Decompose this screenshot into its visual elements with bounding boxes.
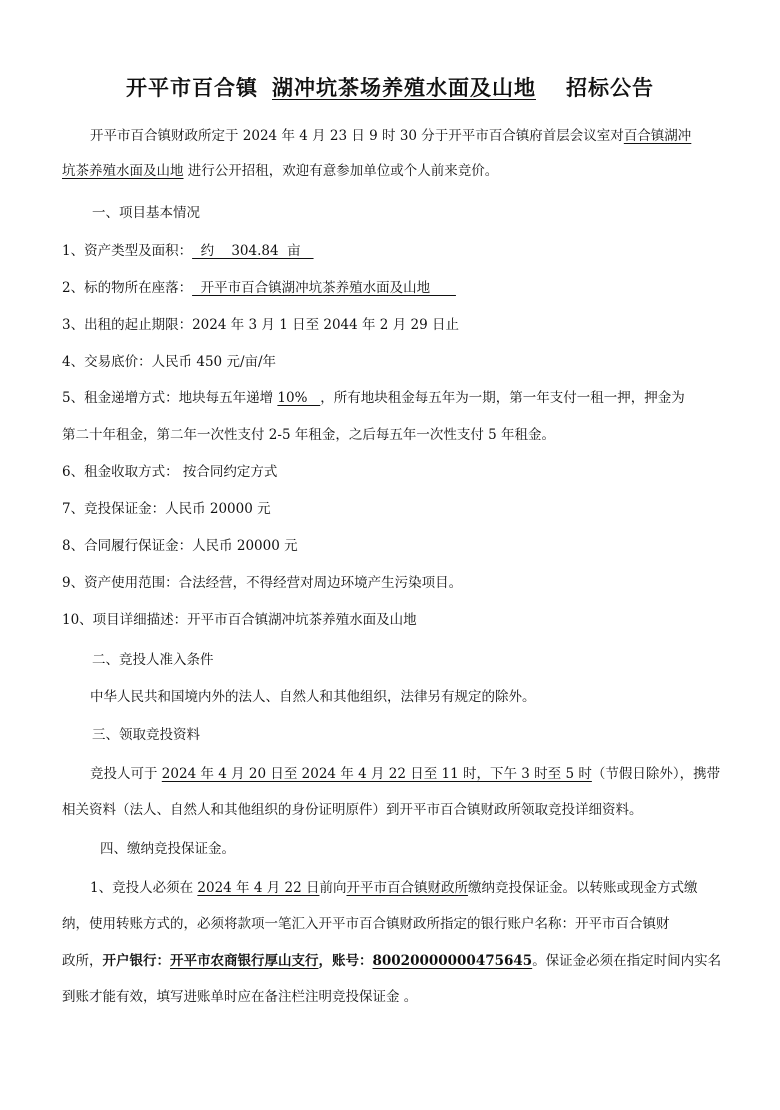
item-2: 2、标的物所在座落： 开平市百合镇湖冲坑茶养殖水面及山地 [62, 280, 456, 296]
section-2-text: 中华人民共和国境内外的法人、自然人和其他组织，法律另有规定的除外。 [90, 689, 536, 705]
item-5-continued: 第二十年租金，第二年一次性支付 2-5 年租金，之后每五年一次性支付 5 年租金。 [62, 427, 555, 443]
title-project-name: 湖冲坑茶场养殖水面及山地 [272, 76, 536, 100]
item-9: 9、资产使用范围：合法经营，不得经营对周边环境产生污染项目。 [62, 575, 463, 591]
section-heading-1: 一、项目基本情况 [92, 205, 200, 221]
item-4: 4、交易底价：人民币 450 元/亩/年 [62, 354, 277, 370]
item-1: 1、资产类型及面积： 约 304.84 亩 [62, 243, 314, 259]
section-3-line-2: 相关资料（法人、自然人和其他组织的身份证明原件）到开平市百合镇财政所领取竞投详细资料。 [62, 802, 643, 818]
item-7: 7、竞投保证金：人民币 20000 元 [62, 501, 271, 517]
intro-line-2: 坑茶养殖水面及山地 进行公开招租，欢迎有意参加单位或个人前来竞价。 [62, 163, 499, 179]
section-3-line-1: 竞投人可于 2024 年 4 月 20 日至 2024 年 4 月 22 日至 11 时，下午 3 时至 5 时（节假日除外），携带 [90, 766, 721, 782]
item-8: 8、合同履行保证金：人民币 20000 元 [62, 538, 298, 554]
item-6: 6、租金收取方式： 按合同约定方式 [62, 464, 278, 480]
title-prefix: 开平市百合镇 [126, 76, 258, 100]
intro-line-1: 开平市百合镇财政所定于 2024 年 4 月 23 日 9 时 30 分于开平市百合镇府首层会议室对百合镇湖冲 [90, 128, 692, 144]
section-heading-4: 四、缴纳竞投保证金。 [100, 841, 235, 857]
item-3: 3、出租的起止期限：2024 年 3 月 1 日至 2044 年 2 月 29 日止 [62, 317, 459, 333]
page-title [0, 72, 780, 102]
section-4-line-2: 纳，使用转账方式的，必须将款项一笔汇入开平市百合镇财政所指定的银行账户名称：开平市百合镇财 [62, 916, 670, 932]
section-heading-3: 三、领取竞投资料 [92, 727, 200, 743]
item-5: 5、租金递增方式：地块每五年递增 10% ，所有地块租金每五年为一期，第一年支付一租一押，押金为 [62, 390, 685, 406]
item-10: 10、项目详细描述：开平市百合镇湖冲坑茶养殖水面及山地 [62, 612, 417, 628]
section-heading-2: 二、竞投人准入条件 [92, 652, 214, 668]
section-4-line-3: 政所，开户银行：开平市农商银行厚山支行，账号：80020000000475645。保证金必须在指定时间内实名 [62, 953, 722, 969]
section-4-line-4: 到账才能有效，填写进账单时应在备注栏注明竞投保证金 。 [62, 989, 418, 1005]
section-4-line-1: 1、竞投人必须在 2024 年 4 月 22 日前向开平市百合镇财政所缴纳竞投保证金。以转账或现金方式缴 [90, 880, 698, 896]
title-suffix: 招标公告 [566, 76, 654, 100]
